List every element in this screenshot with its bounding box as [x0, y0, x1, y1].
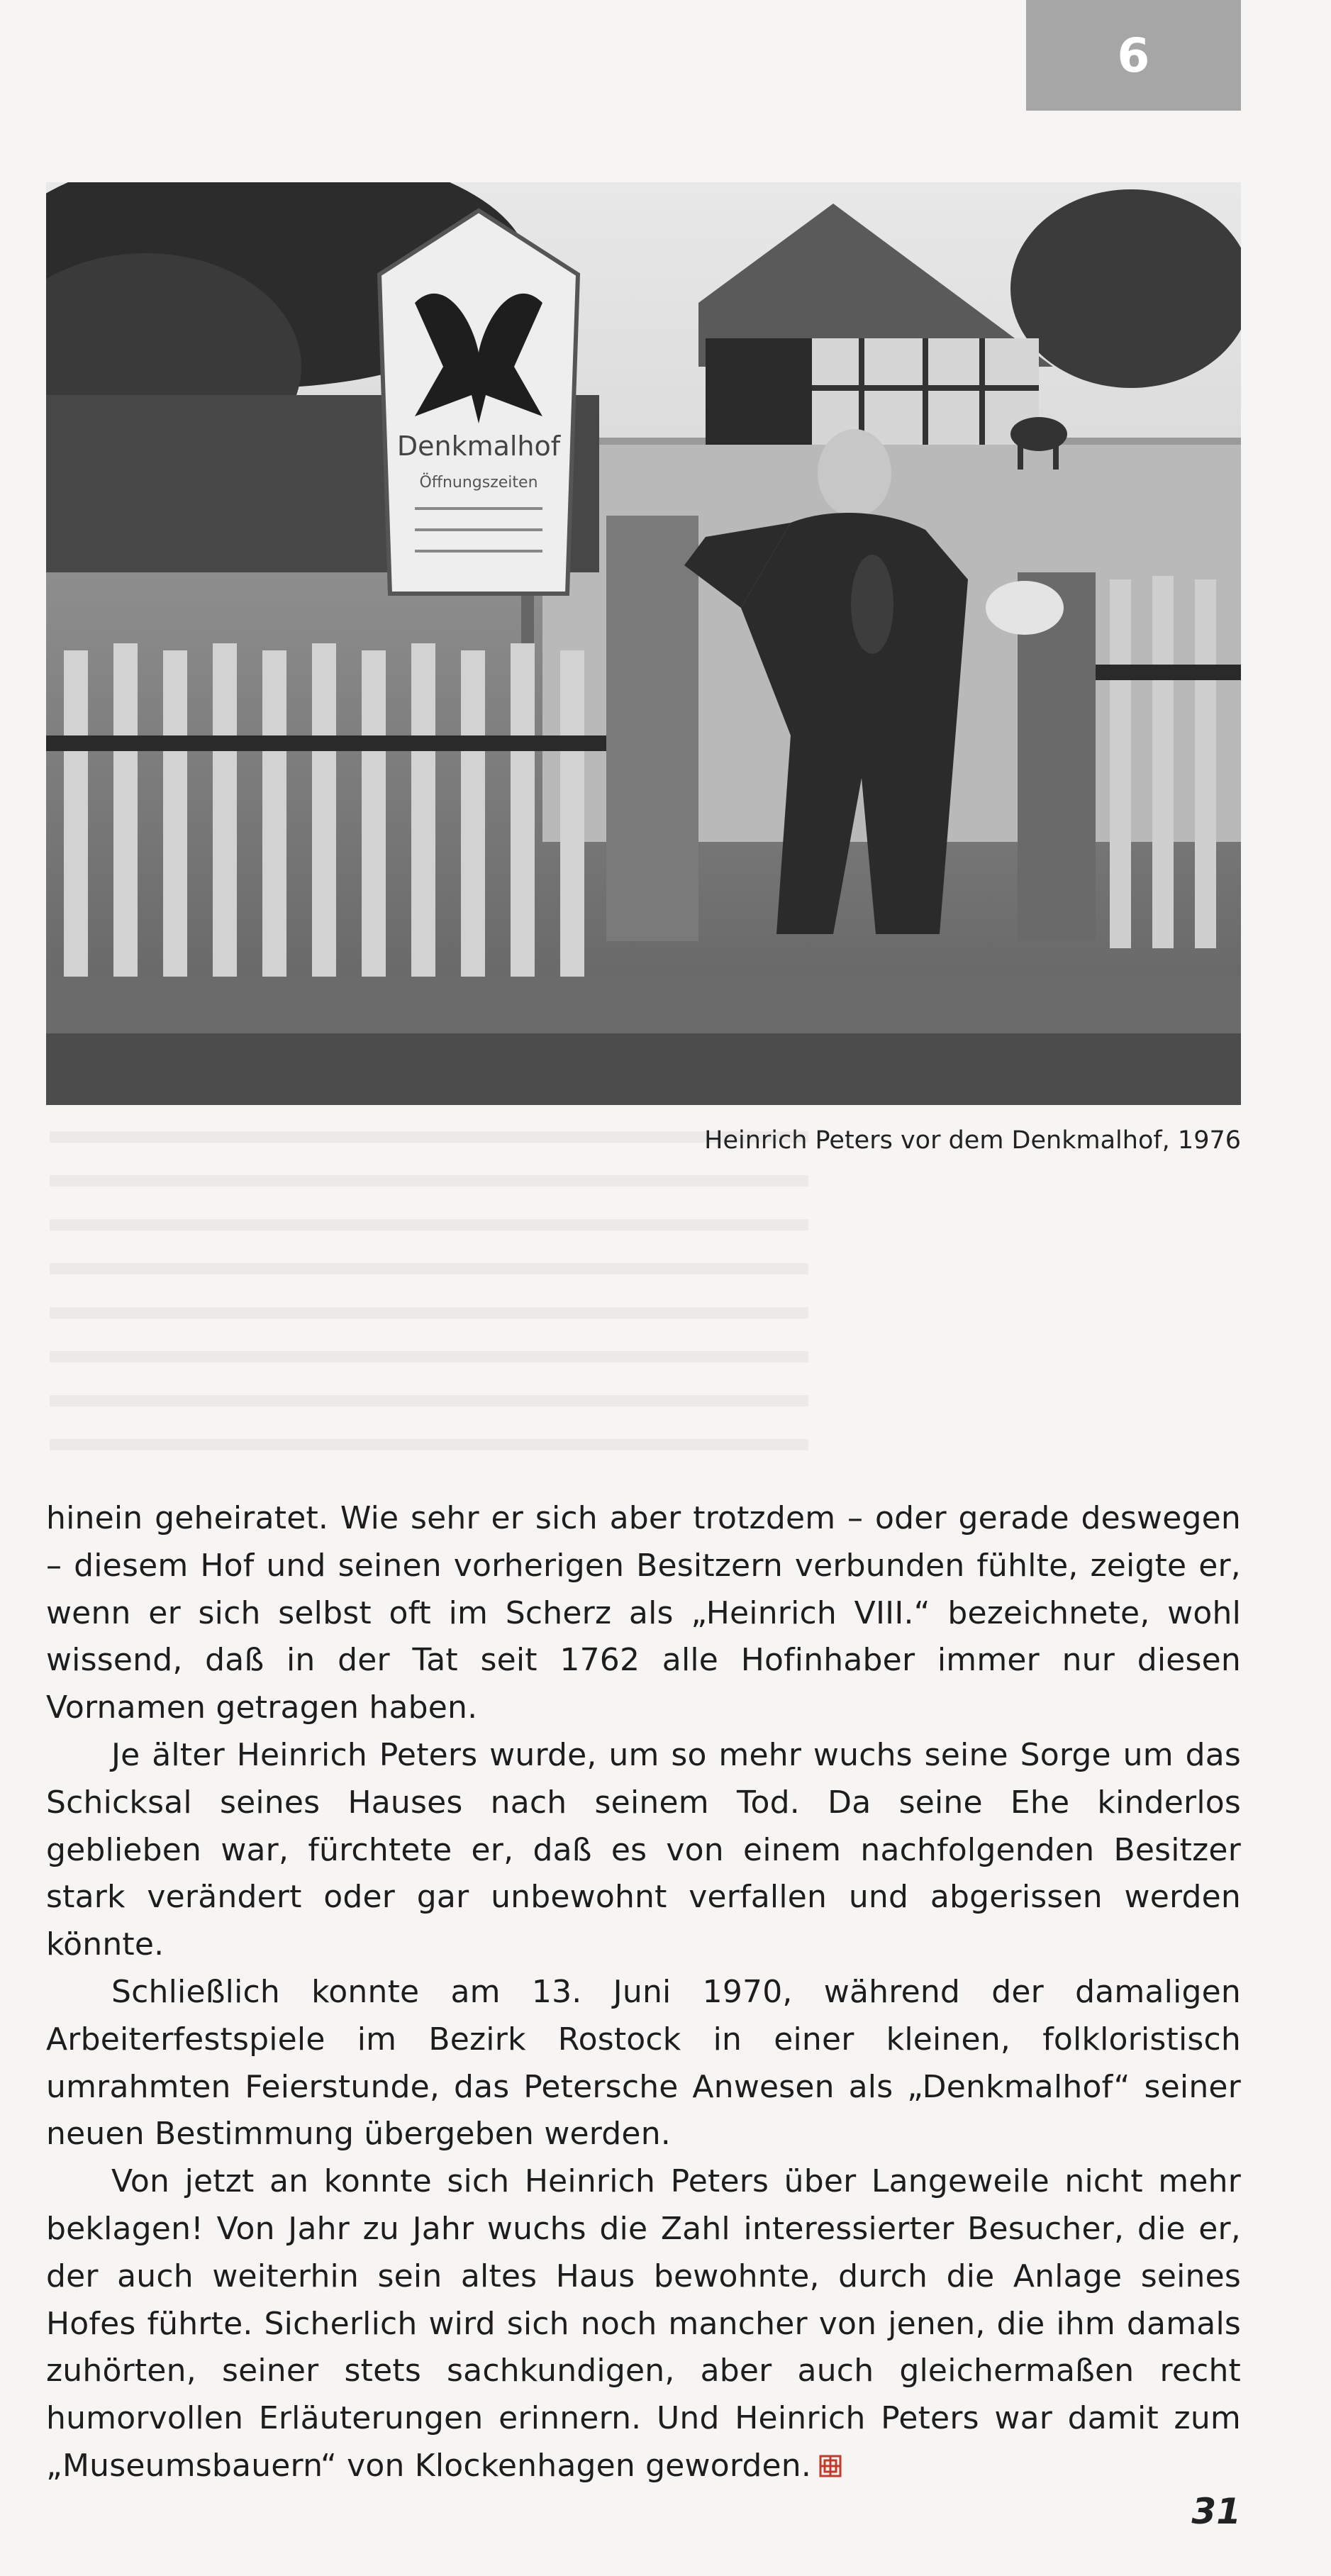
paragraph-4	[46, 2158, 1241, 2490]
paragraph-1: hinein geheiratet. Wie sehr er sich aber trotzdem – oder gerade deswegen – diesem Hof und seinen vorherigen Besitzern verbunden fühlte, zeigte er, wenn er sich selbst oft im Scherz als „Heinrich VIII.“ bezeichnete, wohl wissend, daß in der Tat seit 1762 alle Hofinhaber immer nur diesen Vornamen getragen haben.	[46, 1500, 1241, 1726]
ornament-icon	[818, 2454, 842, 2478]
photo-heinrich-peters	[46, 182, 1241, 1105]
paragraph-4-text: Von jetzt an konnte sich Heinrich Peters über Langeweile nicht mehr beklagen! Von Jahr zu Jahr wuchs die Zahl interessierter Besucher, die er, der auch weiterhin sein altes Haus bewohnte, durch die Anlage seines Hofes führte. Sicherlich wird sich noch mancher von jenen, die ihm damals zuhörten, seiner stets sachkundigen, aber auch gleichermaßen recht humorvollen Erläuterungen erinnern. Und Heinrich Peters war damit zum „Museumsbauern“ von Klockenhagen geworden.	[46, 2163, 1241, 2484]
sign-title: Denkmalhof	[396, 431, 561, 462]
bleed-through-texture	[50, 1131, 808, 1465]
photo-image	[46, 182, 1241, 1105]
body-text	[46, 1495, 1241, 2490]
photo-caption: Heinrich Peters vor dem Denkmalhof, 1976	[704, 1126, 1241, 1155]
sign-subtitle: Öffnungszeiten	[419, 474, 538, 492]
page-number: 31	[1191, 2491, 1241, 2532]
paragraph-3: Schließlich konnte am 13. Juni 1970, während der damaligen Arbeiterfestspiele im Bezirk Rostock in einer kleinen, folkloristisch umrahmten Feierstunde, das Petersche Anwesen als „Denkmalhof“ seiner neuen Bestimmung übergeben werden.	[46, 1973, 1241, 2153]
chapter-number-tab	[1026, 0, 1241, 111]
chapter-number: 6	[1117, 28, 1150, 83]
paragraph-2: Je älter Heinrich Peters wurde, um so mehr wuchs seine Sorge um das Schicksal seines Hauses nach seinem Tod. Da seine Ehe kinderlos geblieben war, fürchtete er, daß es von einem nachfolgenden Besitzer stark verändert oder gar unbewohnt verfallen und abgerissen werden könnte.	[46, 1736, 1241, 1963]
